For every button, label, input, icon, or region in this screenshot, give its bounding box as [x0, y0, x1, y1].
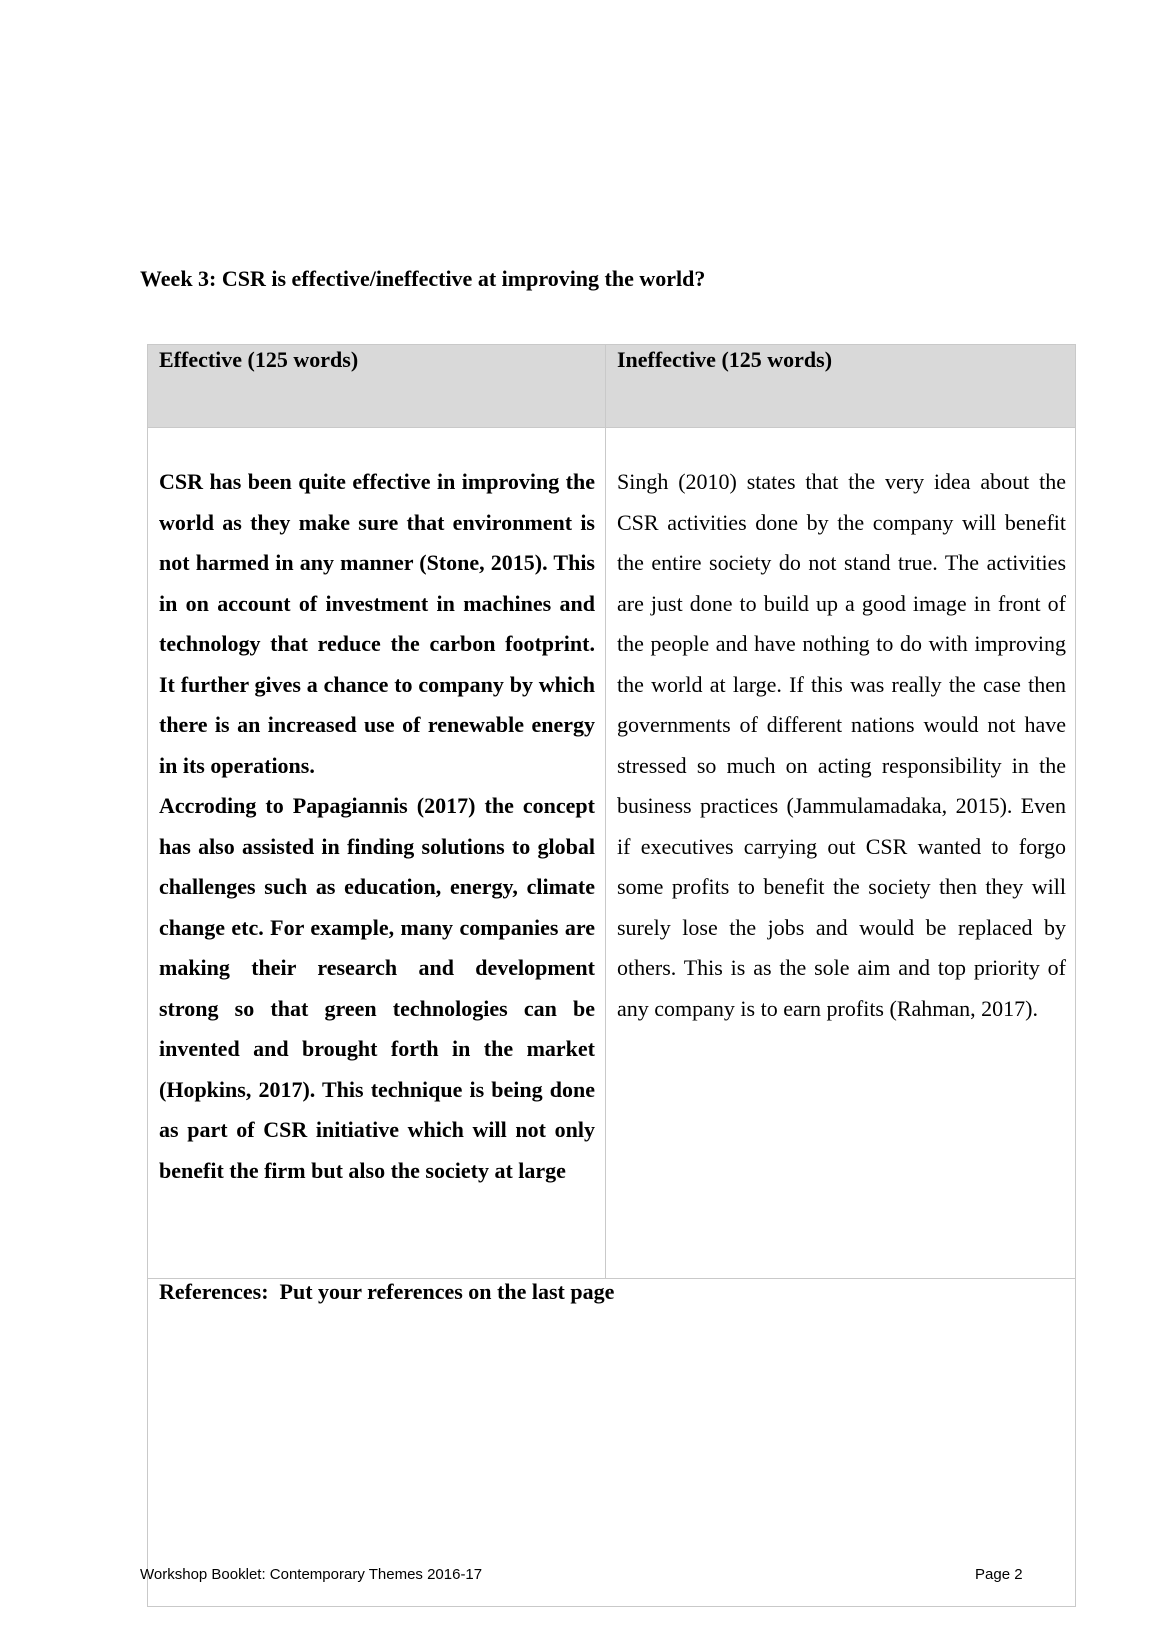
- effective-column-header: Effective (125 words): [159, 347, 359, 372]
- effective-cell: [159, 462, 595, 1191]
- footer-page-number: Page 2: [975, 1566, 1023, 1583]
- ineffective-column-header: Ineffective (125 words): [617, 347, 833, 372]
- effective-paragraph: Accroding to Papagiannis (2017) the concept has also assisted in finding solutions to global challenges such as education, energy, climate change etc. For example, many companies are making their research and development strong so that green technologies can be invented and brought forth in the market (Hopkins, 2017). This technique is being done as part of CSR initiative which will not only benefit the firm but also the society at large: [159, 793, 595, 1183]
- column-divider: [605, 344, 606, 1278]
- ineffective-paragraph: Singh (2010) states that the very idea about the CSR activities done by the company will benefit the entire society do not stand true. The activities are just done to build up a good image in front of the people and have nothing to do with improving the world at large. If this was really the case then governments of different nations would not have stressed so much on acting responsibility in the business practices (Jammulamadaka, 2015). Even if executives carrying out CSR wanted to forgo some profits to benefit the society then they will surely lose the jobs and would be replaced by others. This is as the sole aim and top priority of any company is to earn profits (Rahman, 2017).: [617, 469, 1066, 1021]
- references-label: References: Put your references on the last page: [159, 1279, 615, 1304]
- page-title: Week 3: CSR is effective/ineffective at improving the world?: [140, 266, 706, 291]
- footer-booklet-title: Workshop Booklet: Contemporary Themes 2016-17: [140, 1566, 483, 1583]
- ineffective-cell: [617, 462, 1066, 1029]
- effective-paragraph: CSR has been quite effective in improving the world as they make sure that environment is not harmed in any manner (Stone, 2015). This in on account of investment in machines and technology that reduce the carbon footprint. It further gives a chance to company by which there is an increased use of renewable energy in its operations.: [159, 469, 595, 778]
